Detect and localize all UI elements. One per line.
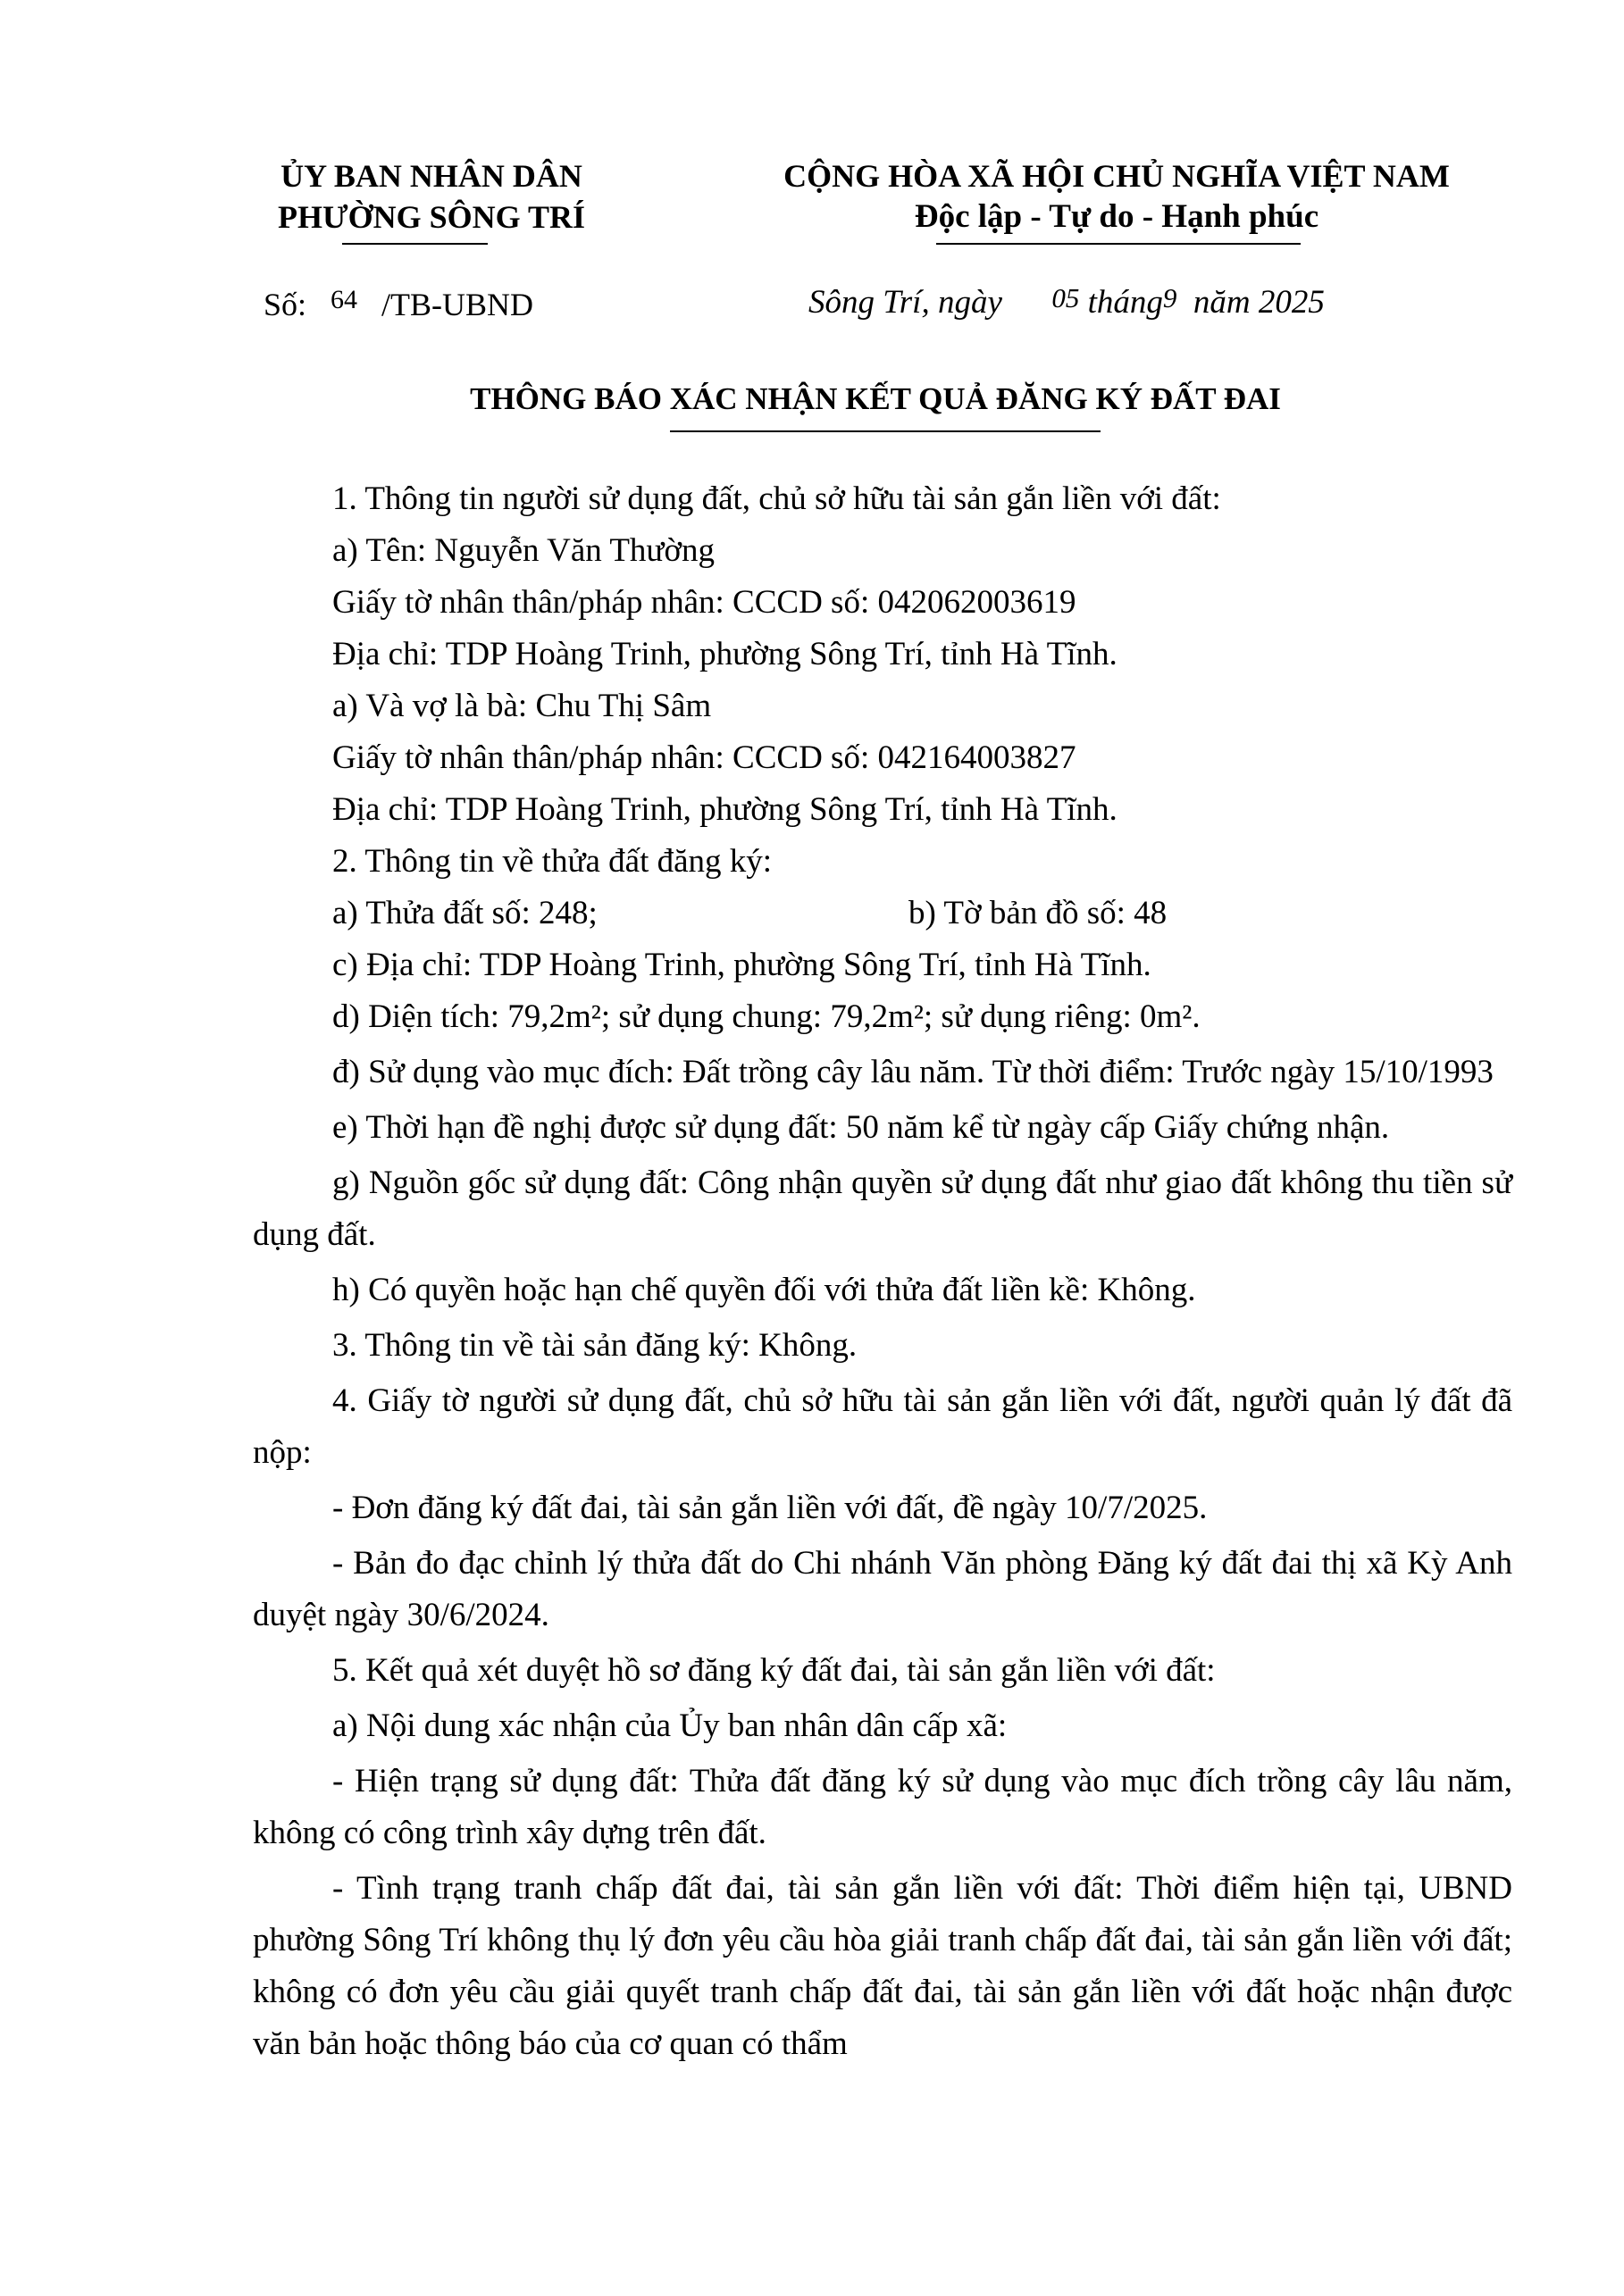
date-month: 9 [1162, 282, 1177, 313]
place-prefix: Sông Trí, ngày [808, 284, 1002, 321]
person-2-name: a) Và vợ là bà: Chu Thị Sâm [332, 688, 712, 724]
motto-underline [936, 243, 1301, 245]
person-1-address: Địa chỉ: TDP Hoàng Trinh, phường Sông Trí, tỉnh Hà Tĩnh. [332, 636, 1118, 672]
submitted-document: - Bản đo đạc chỉnh lý thửa đất do Chi nhánh Văn phòng Đăng ký đất đai thị xã Kỳ Anh duyệt ngày 30/6/2024. [253, 1545, 1512, 1633]
document-title: THÔNG BÁO XÁC NHẬN KẾT QUẢ ĐĂNG KÝ ĐẤT ĐAI [470, 381, 1281, 416]
section-4-heading: 4. Giấy tờ người sử dụng đất, chủ sở hữu tài sản gắn liền với đất, người quản lý đất đã nộp: [253, 1382, 1512, 1471]
submitted-document: - Đơn đăng ký đất đai, tài sản gắn liền với đất, đề ngày 10/7/2025. [332, 1490, 1208, 1526]
authority-line-2: PHƯỜNG SÔNG TRÍ [277, 199, 586, 235]
national-motto: Độc lập - Tự do - Hạnh phúc [914, 198, 1319, 235]
parcel-area: d) Diện tích: 79,2m²; sử dụng chung: 79,2m²; sử dụng riêng: 0m². [332, 998, 1201, 1035]
authority-line-1: ỦY BAN NHÂN DÂN [280, 158, 582, 194]
section-2-heading: 2. Thông tin về thửa đất đăng ký: [332, 843, 773, 880]
map-sheet-number: b) Tờ bản đồ số: 48 [908, 895, 1168, 931]
month-label: tháng [1087, 284, 1163, 321]
section-3-heading: 3. Thông tin về tài sản đăng ký: Không. [332, 1327, 858, 1364]
issuing-authority [222, 155, 641, 238]
national-title: CỘNG HÒA XÃ HỘI CHỦ NGHĨA VIỆT NAM [783, 158, 1450, 194]
number-value: 64 [331, 285, 358, 314]
verification-item: - Hiện trạng sử dụng đất: Thửa đất đăng ký sử dụng vào mục đích trồng cây lâu năm, không có công trình xây dựng trên đất. [253, 1763, 1512, 1851]
section-5-subheading-a: a) Nội dung xác nhận của Ủy ban nhân dân cấp xã: [332, 1707, 1008, 1744]
section-1-heading: 1. Thông tin người sử dụng đất, chủ sở hữu tài sản gắn liền với đất: [332, 480, 1221, 517]
person-2-address: Địa chỉ: TDP Hoàng Trinh, phường Sông Trí, tỉnh Hà Tĩnh. [332, 791, 1118, 828]
parcel-address: c) Địa chỉ: TDP Hoàng Trinh, phường Sông Trí, tỉnh Hà Tĩnh. [332, 947, 1151, 983]
year-label: năm 2025 [1193, 284, 1325, 321]
land-use-origin: g) Nguồn gốc sử dụng đất: Công nhận quyền sử dụng đất như giao đất không thu tiền sử dụng đất. [253, 1165, 1512, 1253]
section-5-heading: 5. Kết quả xét duyệt hồ sơ đăng ký đất đai, tài sản gắn liền với đất: [332, 1652, 1216, 1689]
parcel-info-row [253, 888, 1512, 939]
adjacent-rights: h) Có quyền hoặc hạn chế quyền đối với thửa đất liền kề: Không. [332, 1272, 1196, 1308]
title-underline [670, 430, 1101, 432]
document-number [264, 284, 533, 328]
number-suffix: /TB-UBND [381, 287, 534, 322]
national-header [706, 155, 1528, 238]
place-and-date [808, 282, 1325, 324]
authority-underline [342, 243, 488, 245]
number-label: Số: [264, 287, 307, 322]
person-1-name: a) Tên: Nguyễn Văn Thường [332, 532, 716, 569]
person-1-id: Giấy tờ nhân thân/pháp nhân: CCCD số: 042062003619 [332, 584, 1076, 621]
land-use-purpose: đ) Sử dụng vào mục đích: Đất trồng cây lâu năm. Từ thời điểm: Trước ngày 15/10/1993 [332, 1054, 1494, 1090]
parcel-number: a) Thửa đất số: 248; [332, 895, 598, 931]
person-2-id: Giấy tờ nhân thân/pháp nhân: CCCD số: 042164003827 [332, 739, 1076, 776]
document-body [253, 473, 1512, 2070]
date-day: 05 [1051, 282, 1080, 313]
verification-item: - Tình trạng tranh chấp đất đai, tài sản gắn liền với đất: Thời điểm hiện tại, UBND phường Sông Trí không thụ lý đơn yêu cầu hòa giải tranh chấp đất đai, tài sản gắn liền với đất; không có đơn yêu cầu giải quyết tranh chấp đất đai, tài sản gắn liền với đất hoặc nhận được văn bản hoặc thông báo của cơ quan có thẩm [253, 1870, 1512, 2062]
land-use-term: e) Thời hạn đề nghị được sử dụng đất: 50 năm kể từ ngày cấp Giấy chứng nhận. [332, 1109, 1390, 1146]
